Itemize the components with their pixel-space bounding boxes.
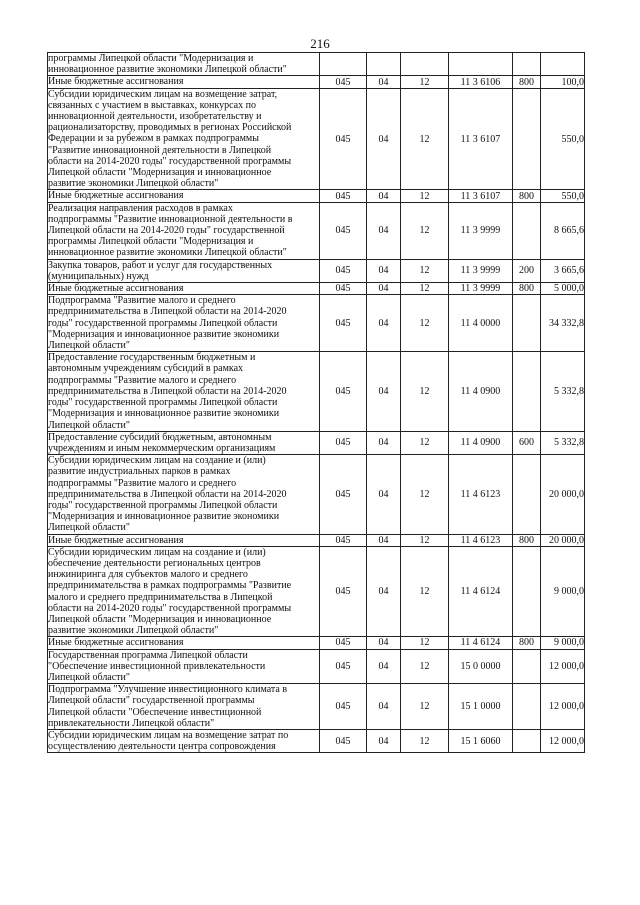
cell-expense-type xyxy=(513,455,541,534)
table-row xyxy=(48,649,585,684)
description-line: Подпрограмма "Улучшение инвестиционного климата в xyxy=(48,684,288,696)
description-line: Иные бюджетные ассигнования xyxy=(48,637,184,649)
cell-amount: 5 000,0 xyxy=(541,283,585,295)
description-line: Подпрограмма "Развитие малого и среднего xyxy=(48,295,236,307)
cell-section: 04 xyxy=(367,76,401,88)
cell-description xyxy=(48,283,320,295)
cell-description xyxy=(48,202,320,259)
description-line: Иные бюджетные ассигнования xyxy=(48,534,184,546)
cell-amount: 550,0 xyxy=(541,88,585,190)
cell-section: 04 xyxy=(367,729,401,752)
cell-description xyxy=(48,684,320,730)
description-line: предпринимательства в Липецкой области на 2014-2020 xyxy=(48,488,287,500)
table-row xyxy=(48,431,585,454)
description-line: области на 2014-2020 годы" государственной программы xyxy=(48,155,292,167)
cell-description xyxy=(48,729,320,752)
cell-section xyxy=(367,53,401,76)
cell-amount: 100,0 xyxy=(541,76,585,88)
description-line: инновационной деятельности, изобретательству и xyxy=(48,111,262,123)
description-line: Липецкой области "Обеспечение инвестиционной xyxy=(48,706,262,718)
cell-target-article: 11 3 9999 xyxy=(449,202,513,259)
cell-target-article: 11 4 6124 xyxy=(449,546,513,637)
table-row xyxy=(48,259,585,282)
description-line: развитие индустриальных парков в рамках xyxy=(48,466,231,478)
description-line: "Модернизация и инновационное развитие экономики xyxy=(48,408,280,420)
description-line: Государственная программа Липецкой области xyxy=(48,649,248,661)
table-row xyxy=(48,295,585,352)
cell-section: 04 xyxy=(367,295,401,352)
description-line: инновационное развитие экономики Липецкой области" xyxy=(48,247,287,259)
table-row xyxy=(48,283,585,295)
description-line: развитие экономики Липецкой области" xyxy=(48,625,219,637)
cell-description xyxy=(48,637,320,649)
cell-target-article: 11 3 6106 xyxy=(449,76,513,88)
cell-grbs: 045 xyxy=(320,455,367,534)
cell-amount: 5 332,8 xyxy=(541,352,585,431)
table-row xyxy=(48,534,585,546)
cell-amount: 9 000,0 xyxy=(541,637,585,649)
description-line: Иные бюджетные ассигнования xyxy=(48,76,184,88)
cell-section: 04 xyxy=(367,431,401,454)
cell-expense-type xyxy=(513,295,541,352)
cell-target-article: 11 4 6123 xyxy=(449,534,513,546)
description-line: программы Липецкой области "Модернизация и xyxy=(48,236,254,248)
description-line: годы" государственной программы Липецкой области xyxy=(48,499,278,511)
cell-subsection: 12 xyxy=(401,684,449,730)
cell-description xyxy=(48,352,320,431)
cell-grbs: 045 xyxy=(320,546,367,637)
cell-subsection: 12 xyxy=(401,534,449,546)
cell-amount: 20 000,0 xyxy=(541,534,585,546)
cell-amount: 8 665,6 xyxy=(541,202,585,259)
description-line: "Развитие инновационной деятельности в Липецкой xyxy=(48,144,272,156)
description-line: привлекательности Липецкой области" xyxy=(48,717,215,729)
cell-description xyxy=(48,546,320,637)
cell-amount: 5 332,8 xyxy=(541,431,585,454)
cell-target-article: 11 4 0000 xyxy=(449,295,513,352)
table-row xyxy=(48,190,585,202)
cell-target-article: 11 3 6107 xyxy=(449,190,513,202)
cell-subsection: 12 xyxy=(401,455,449,534)
cell-subsection: 12 xyxy=(401,729,449,752)
cell-grbs: 045 xyxy=(320,283,367,295)
description-line: рационализаторству, проводимых в регионах Российской xyxy=(48,122,292,134)
cell-grbs: 045 xyxy=(320,431,367,454)
description-line: учреждениям и иным некоммерческим организациям xyxy=(48,442,276,454)
cell-expense-type: 600 xyxy=(513,431,541,454)
description-line: Липецкой области" xyxy=(48,340,130,352)
cell-section: 04 xyxy=(367,637,401,649)
cell-section: 04 xyxy=(367,684,401,730)
cell-target-article xyxy=(449,53,513,76)
cell-section: 04 xyxy=(367,190,401,202)
cell-description xyxy=(48,190,320,202)
cell-subsection: 12 xyxy=(401,431,449,454)
description-line: области на 2014-2020 годы" государственной программы xyxy=(48,602,292,614)
description-line: развитие экономики Липецкой области" xyxy=(48,178,219,190)
cell-target-article: 11 4 0900 xyxy=(449,352,513,431)
description-line: Предоставление государственным бюджетным и xyxy=(48,352,256,364)
description-line: Реализация направления расходов в рамках xyxy=(48,202,233,214)
cell-section: 04 xyxy=(367,649,401,684)
description-line: Субсидии юридическим лицам на возмещение затрат по xyxy=(48,729,289,741)
table-row xyxy=(48,455,585,534)
description-line: Закупка товаров, работ и услуг для государственных xyxy=(48,259,273,271)
cell-subsection: 12 xyxy=(401,259,449,282)
budget-table xyxy=(47,52,585,753)
page-number: 216 xyxy=(310,36,330,51)
cell-expense-type: 800 xyxy=(513,190,541,202)
description-line: (муниципальных) нужд xyxy=(48,270,149,282)
cell-expense-type xyxy=(513,649,541,684)
cell-grbs: 045 xyxy=(320,352,367,431)
cell-amount: 12 000,0 xyxy=(541,649,585,684)
description-line: Иные бюджетные ассигнования xyxy=(48,283,184,295)
cell-subsection: 12 xyxy=(401,295,449,352)
cell-expense-type: 800 xyxy=(513,637,541,649)
table-row xyxy=(48,352,585,431)
description-line: "Обеспечение инвестиционной привлекательности xyxy=(48,660,266,672)
cell-description xyxy=(48,431,320,454)
cell-grbs: 045 xyxy=(320,649,367,684)
description-line: предпринимательства в Липецкой области на 2014-2020 xyxy=(48,385,287,397)
description-line: инновационное развитие экономики Липецкой области" xyxy=(48,64,287,76)
cell-subsection: 12 xyxy=(401,352,449,431)
description-line: Липецкой области" государственной программы xyxy=(48,695,255,707)
cell-subsection: 12 xyxy=(401,649,449,684)
description-line: Предоставление субсидий бюджетным, автономным xyxy=(48,431,272,443)
cell-target-article: 11 3 6107 xyxy=(449,88,513,190)
cell-amount: 9 000,0 xyxy=(541,546,585,637)
cell-subsection: 12 xyxy=(401,190,449,202)
cell-target-article: 11 4 6123 xyxy=(449,455,513,534)
cell-amount xyxy=(541,53,585,76)
cell-description xyxy=(48,76,320,88)
cell-section: 04 xyxy=(367,534,401,546)
description-line: Субсидии юридическим лицам на возмещение затрат, xyxy=(48,88,278,100)
description-line: Федерации и за рубежом в рамках подпрограммы xyxy=(48,133,259,145)
cell-expense-type: 800 xyxy=(513,76,541,88)
table-row xyxy=(48,88,585,190)
table-row xyxy=(48,53,585,76)
description-line: подпрограммы "Развитие малого и среднего xyxy=(48,477,237,489)
description-line: Липецкой области "Модернизация и инновационное xyxy=(48,167,272,179)
cell-amount: 12 000,0 xyxy=(541,729,585,752)
table-row xyxy=(48,729,585,752)
cell-subsection: 12 xyxy=(401,637,449,649)
cell-subsection: 12 xyxy=(401,76,449,88)
description-line: предпринимательства в рамках подпрограммы "Развитие xyxy=(48,580,292,592)
description-line: Липецкой области" xyxy=(48,419,130,431)
description-line: подпрограммы "Развитие малого и среднего xyxy=(48,374,237,386)
cell-grbs: 045 xyxy=(320,637,367,649)
description-line: осуществлению деятельности центра сопровождения xyxy=(48,741,276,753)
description-line: Субсидии юридическим лицам на создание и (или) xyxy=(48,455,266,467)
cell-amount: 20 000,0 xyxy=(541,455,585,534)
cell-section: 04 xyxy=(367,88,401,190)
description-line: обеспечение деятельности региональных центров xyxy=(48,557,261,569)
cell-target-article: 15 0 0000 xyxy=(449,649,513,684)
description-line: связанных с участием в выставках, конкурсах по xyxy=(48,99,256,111)
cell-description xyxy=(48,259,320,282)
cell-grbs: 045 xyxy=(320,729,367,752)
cell-description xyxy=(48,295,320,352)
description-line: Липецкой области" xyxy=(48,671,130,683)
cell-section: 04 xyxy=(367,283,401,295)
cell-target-article: 11 3 9999 xyxy=(449,283,513,295)
description-line: годы" государственной программы Липецкой области xyxy=(48,397,278,409)
cell-expense-type xyxy=(513,684,541,730)
cell-expense-type xyxy=(513,729,541,752)
cell-target-article: 11 4 0900 xyxy=(449,431,513,454)
cell-description xyxy=(48,53,320,76)
cell-target-article: 11 4 6124 xyxy=(449,637,513,649)
cell-description xyxy=(48,88,320,190)
cell-section: 04 xyxy=(367,455,401,534)
table-row xyxy=(48,202,585,259)
description-line: "Модернизация и инновационное развитие экономики xyxy=(48,511,280,523)
cell-expense-type xyxy=(513,352,541,431)
description-line: программы Липецкой области "Модернизация и xyxy=(48,53,254,64)
cell-target-article: 11 3 9999 xyxy=(449,259,513,282)
cell-expense-type: 800 xyxy=(513,283,541,295)
cell-grbs: 045 xyxy=(320,190,367,202)
description-line: Липецкой области" xyxy=(48,522,130,534)
cell-expense-type xyxy=(513,546,541,637)
cell-grbs: 045 xyxy=(320,684,367,730)
table-row xyxy=(48,546,585,637)
description-line: годы" государственной программы Липецкой области xyxy=(48,317,278,329)
cell-subsection xyxy=(401,53,449,76)
cell-subsection: 12 xyxy=(401,283,449,295)
cell-amount: 34 332,8 xyxy=(541,295,585,352)
description-line: Липецкой области на 2014-2020 годы" государственной xyxy=(48,225,285,237)
cell-expense-type: 200 xyxy=(513,259,541,282)
table-row xyxy=(48,684,585,730)
table-body xyxy=(48,53,585,753)
cell-section: 04 xyxy=(367,202,401,259)
table-row xyxy=(48,76,585,88)
description-line: подпрограммы "Развитие инновационной деятельности в xyxy=(48,213,293,225)
cell-target-article: 15 1 6060 xyxy=(449,729,513,752)
cell-section: 04 xyxy=(367,352,401,431)
cell-grbs: 045 xyxy=(320,259,367,282)
cell-expense-type xyxy=(513,88,541,190)
cell-section: 04 xyxy=(367,259,401,282)
cell-amount: 3 665,6 xyxy=(541,259,585,282)
description-line: автономным учреждениям субсидий в рамках xyxy=(48,363,244,375)
cell-target-article: 15 1 0000 xyxy=(449,684,513,730)
cell-expense-type xyxy=(513,53,541,76)
cell-grbs: 045 xyxy=(320,202,367,259)
cell-grbs: 045 xyxy=(320,88,367,190)
cell-grbs: 045 xyxy=(320,76,367,88)
cell-amount: 12 000,0 xyxy=(541,684,585,730)
description-line: Липецкой области "Модернизация и инновационное xyxy=(48,613,272,625)
description-line: малого и среднего предпринимательства в Липецкой xyxy=(48,591,273,603)
cell-description xyxy=(48,534,320,546)
cell-grbs: 045 xyxy=(320,295,367,352)
cell-expense-type xyxy=(513,202,541,259)
cell-grbs: 045 xyxy=(320,534,367,546)
cell-subsection: 12 xyxy=(401,88,449,190)
description-line: Субсидии юридическим лицам на создание и (или) xyxy=(48,546,266,558)
cell-description xyxy=(48,649,320,684)
table-row xyxy=(48,637,585,649)
cell-section: 04 xyxy=(367,546,401,637)
cell-amount: 550,0 xyxy=(541,190,585,202)
description-line: Иные бюджетные ассигнования xyxy=(48,190,184,202)
description-line: "Модернизация и инновационное развитие экономики xyxy=(48,328,280,340)
cell-description xyxy=(48,455,320,534)
description-line: предпринимательства в Липецкой области на 2014-2020 xyxy=(48,306,287,318)
cell-grbs xyxy=(320,53,367,76)
cell-expense-type: 800 xyxy=(513,534,541,546)
cell-subsection: 12 xyxy=(401,546,449,637)
description-line: инжиниринга для субъектов малого и среднего xyxy=(48,569,248,581)
cell-subsection: 12 xyxy=(401,202,449,259)
